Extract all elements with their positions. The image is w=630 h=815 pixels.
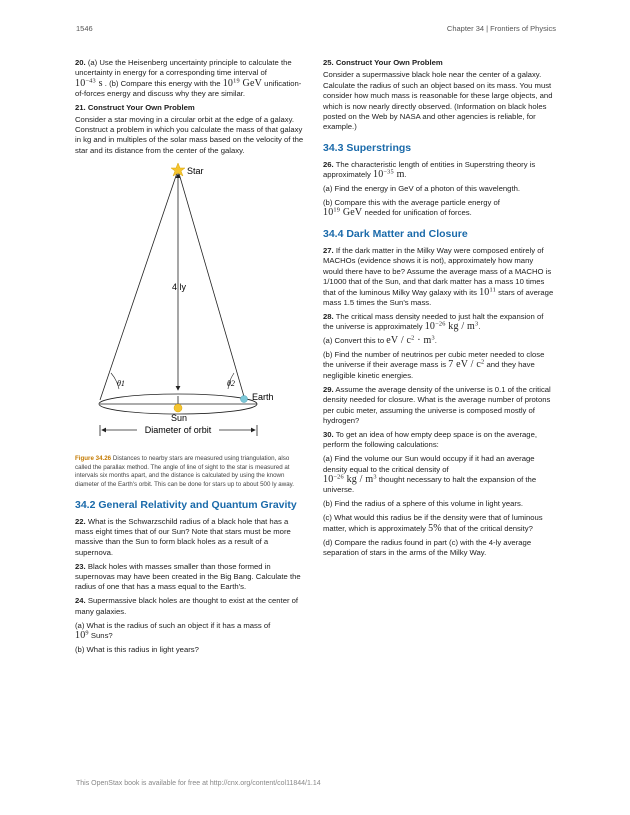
section-heading-344: 34.4 Dark Matter and Closure (323, 227, 468, 240)
chapter-header: Chapter 34 | Frontiers of Physics (446, 24, 556, 33)
problem-30b: (b) Find the radius of a sphere of this volume in light years. (323, 499, 523, 509)
right-column (323, 58, 555, 562)
problem-27: 27. If the dark matter in the Milky Way were composed entirely of MACHOs (evidence shows it is not), approximately how many would there have to be? Assume the average mass of a MACHO is 1/1000 that of the Sun, and that dark matter has a mass 10 times that of the luminous Milky Way galaxy with its $10^{11}$ stars of average mass 1.5 times the Sun's mass. (323, 245, 554, 307)
math-energy: $10^{19}$ GeV (222, 77, 263, 89)
problem-20: 20. (a) Use the Heisenberg uncertainty principle to calculate the uncertainty in energy for a corresponding time interval of $10^{-43}$ s . (b) Compare this energy with the $10^{19}$ GeV unification-of-forces energy and discuss why they are similar. (75, 58, 302, 99)
theta2-label: θ2 (227, 379, 235, 389)
problem-26: 26. The characteristic length of entities in Superstring theory is approximately $10^{-35}$ m. (323, 159, 536, 181)
figure-caption: Figure 34.26 Distances to nearby stars are measured using triangulation, also called the parallax method. The angle of line of sight to the star is measured at intervals six months apart, and the distance is calculated by using the known diameter of the Earth's orbit. This can be done for stars up to about 500 ly away. (75, 455, 295, 488)
section-heading-343: 34.3 Superstrings (323, 141, 412, 154)
footer-attribution: This OpenStax book is available for free at http://cnx.org/content/col11844/1.14 (76, 780, 321, 787)
problem-21-text: Consider a star moving in a circular orbit at the edge of a galaxy. Construct a problem in which you calculate the mass of that galaxy in kg and in multiples of the solar mass based on the velocity of the star and its distance from the center of the galaxy. (75, 114, 304, 155)
problem-25-text: Consider a supermassive black hole near the center of a galaxy. Calculate the radius of such an object based on its mass. You must consider how much mass is reasonable for these large objects, and which is now nearly directly observed. (Information on black holes posted on the Web by NASA and other agencies is reliable, for example.) (323, 70, 553, 132)
earth-icon (241, 396, 248, 403)
problem-28b: (b) Find the number of neutrinos per cubic meter needed to close the universe if their average mass is 7 eV / $c^2$ and they have negligible kinetic energies. (323, 350, 545, 380)
problem-26b: (b) Compare this with the average particle energy of $10^{19}$ GeV needed for unification of forces. (323, 198, 500, 219)
problem-30c: (c) What would this radius be if the density were that of luminous matter, which is approximately 5% that of the critical density? (323, 513, 543, 534)
star-label: Star (187, 166, 204, 177)
problem-30a: (a) Find the volume our Sun would occupy if it had an average density equal to the critical density of $10^{-26}$ kg / $m^3$ thought necessary to halt the expansion of the universe. (323, 454, 537, 495)
problem-28a: (a) Convert this to eV / $c^2 \cdot m^3$. (323, 334, 437, 347)
math-time: $10^{-43}$ s (75, 77, 103, 89)
problem-29: 29. Assume the average density of the universe is 0.1 of the critical density needed for closure. What is the average number of protons per cubic meter, assuming the universe is composed mostly of hydrogen? (323, 384, 551, 425)
sun-label: Sun (171, 413, 188, 424)
problem-24: 24. Supermassive black holes are thought to exist at the center of many galaxies. (75, 596, 299, 616)
problem-22: 22. What is the Schwarzschild radius of a black hole that has a mass eight times that of our Sun? Note that stars must be more massive than the Sun to form black holes as a result of a supernova. (75, 516, 291, 557)
earth-label: Earth (252, 392, 274, 403)
page-number: 1546 (76, 24, 93, 33)
problem-30: 30. To get an idea of how empty deep space is on the average, perform the following calculations: (323, 429, 537, 450)
section-heading-342: 34.2 General Relativity and Quantum Gravity (75, 498, 297, 511)
problem-26a: (a) Find the energy in GeV of a photon of this wavelength. (323, 184, 521, 194)
parallax-figure (75, 160, 305, 452)
problem-24b: (b) What is this radius in light years? (75, 645, 199, 654)
orbit-label: Diameter of orbit (144, 425, 212, 436)
sight-line-right (178, 170, 245, 400)
problem-23: 23. Black holes with masses smaller than those formed in supernovas may have been created in the Big Bang. Calculate the radius of one that has a mass equal to the Earth's. (75, 561, 301, 592)
problem-21: 21. Construct Your Own Problem (75, 103, 195, 113)
theta1-label: θ1 (117, 379, 125, 389)
sun-icon (174, 404, 182, 412)
sight-line-left (100, 170, 178, 400)
problem-28: 28. The critical mass density needed to just halt the expansion of the universe is approximately $10^{-26}$ kg / $m^3$. (323, 311, 544, 333)
problem-30d: (d) Compare the radius found in part (c) with the 4-ly average separation of stars in the arms of the Milky Way. (323, 537, 532, 557)
left-column (75, 58, 305, 659)
distance-label: 4 ly (172, 282, 187, 293)
problem-24a: (a) What is the radius of such an object if it has a mass of $10^9$ Suns? (75, 620, 271, 642)
problem-25: 25. Construct Your Own Problem (323, 58, 443, 67)
